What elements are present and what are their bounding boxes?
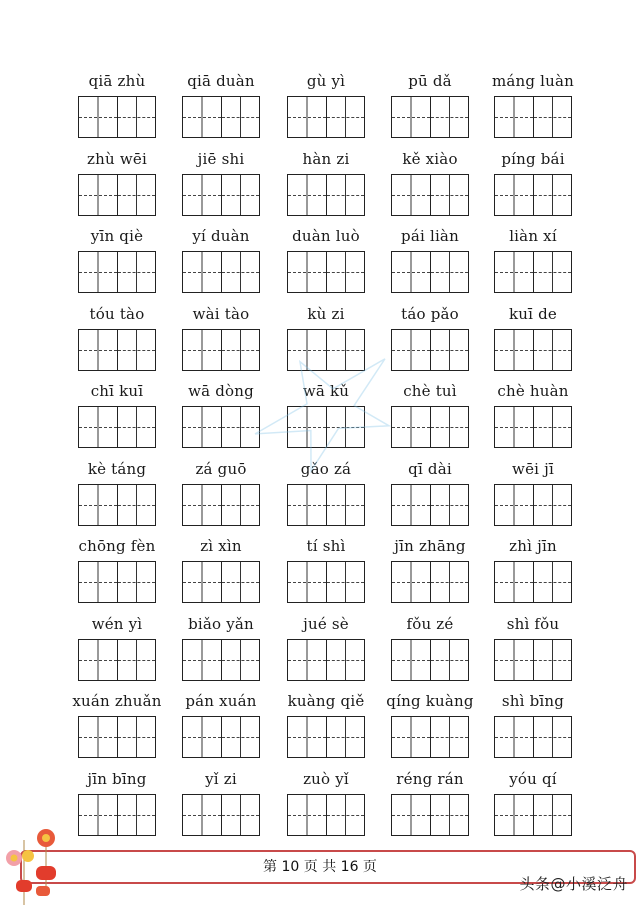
writing-box[interactable] (326, 717, 365, 757)
pinyin-label: wài tào (192, 304, 250, 323)
writing-box-pair[interactable] (494, 561, 572, 603)
pinyin-label: réng rán (396, 769, 464, 788)
word-cell (72, 692, 162, 762)
writing-box-pair[interactable] (78, 329, 156, 371)
pinyin-label: xuán zhuǎn (72, 692, 162, 710)
writing-box[interactable] (326, 485, 365, 525)
writing-box[interactable] (117, 795, 156, 835)
pinyin-label: shì bīng (501, 692, 565, 710)
writing-box[interactable] (495, 97, 533, 137)
writing-box[interactable] (117, 407, 156, 447)
writing-box[interactable] (221, 562, 260, 602)
writing-box[interactable] (430, 330, 469, 370)
writing-box[interactable] (533, 252, 572, 292)
word-cell (181, 460, 261, 530)
word-cell (493, 227, 573, 297)
word-cell (390, 615, 470, 685)
writing-box-pair[interactable] (287, 96, 365, 138)
writing-box[interactable] (495, 562, 533, 602)
writing-box[interactable] (183, 717, 221, 757)
pinyin-label: chè tuì (403, 382, 457, 400)
writing-box[interactable] (117, 485, 156, 525)
writing-box[interactable] (288, 97, 326, 137)
writing-box-pair[interactable] (494, 329, 572, 371)
writing-box-pair[interactable] (182, 561, 260, 603)
writing-box[interactable] (288, 562, 326, 602)
writing-box[interactable] (79, 407, 117, 447)
writing-box[interactable] (221, 97, 260, 137)
writing-box[interactable] (117, 717, 156, 757)
writing-box[interactable] (495, 330, 533, 370)
writing-box[interactable] (183, 640, 221, 680)
writing-box[interactable] (495, 795, 533, 835)
pinyin-label: chè huàn (497, 382, 569, 400)
writing-box[interactable] (288, 717, 326, 757)
pinyin-label: duàn luò (292, 227, 360, 245)
pinyin-label: qiā duàn (187, 72, 255, 90)
writing-box[interactable] (183, 562, 221, 602)
writing-box-pair[interactable] (78, 794, 156, 836)
writing-box-pair[interactable] (494, 174, 572, 216)
writing-box-pair[interactable] (391, 716, 469, 758)
writing-box-pair[interactable] (78, 716, 156, 758)
pinyin-label: yí duàn (192, 227, 250, 245)
writing-box-pair[interactable] (78, 561, 156, 603)
brand-watermark: 头条@小溪泛舟 (519, 875, 628, 893)
writing-box[interactable] (79, 795, 117, 835)
word-cell (77, 770, 157, 840)
word-cell (390, 72, 470, 142)
writing-box-pair[interactable] (182, 794, 260, 836)
writing-box-pair[interactable] (182, 716, 260, 758)
writing-box[interactable] (326, 795, 365, 835)
writing-box[interactable] (392, 252, 430, 292)
writing-box[interactable] (221, 640, 260, 680)
writing-box[interactable] (117, 97, 156, 137)
writing-box-pair[interactable] (78, 406, 156, 448)
pinyin-label: liàn xí (509, 227, 557, 245)
word-cell (77, 460, 157, 530)
word-cell (493, 150, 573, 220)
pinyin-label: zuò yǐ (303, 769, 349, 788)
writing-box-pair[interactable] (391, 96, 469, 138)
word-cell (493, 537, 573, 607)
writing-box[interactable] (79, 330, 117, 370)
writing-box[interactable] (326, 562, 365, 602)
writing-box[interactable] (533, 407, 572, 447)
writing-box[interactable] (288, 252, 326, 292)
word-cell (493, 305, 573, 375)
pinyin-label: tí shì (306, 537, 346, 555)
writing-box[interactable] (392, 562, 430, 602)
writing-box[interactable] (288, 795, 326, 835)
writing-box-pair[interactable] (182, 329, 260, 371)
writing-box[interactable] (392, 640, 430, 680)
writing-box-pair[interactable] (494, 251, 572, 293)
pinyin-label: zhì jīn (509, 537, 557, 555)
writing-box[interactable] (495, 252, 533, 292)
writing-box[interactable] (533, 795, 572, 835)
writing-box-pair[interactable] (494, 639, 572, 681)
writing-box[interactable] (495, 640, 533, 680)
pinyin-label: yīn qiè (90, 227, 144, 245)
writing-box[interactable] (533, 640, 572, 680)
pinyin-label: kuī de (509, 304, 557, 323)
writing-box-pair[interactable] (287, 561, 365, 603)
word-cell (77, 305, 157, 375)
writing-box-pair[interactable] (78, 484, 156, 526)
word-cell (181, 72, 261, 142)
word-cell (286, 615, 366, 685)
pinyin-label: yóu qí (509, 769, 557, 788)
writing-box-pair[interactable] (494, 406, 572, 448)
writing-box-pair[interactable] (391, 639, 469, 681)
pinyin-label: qiā zhù (88, 72, 146, 90)
writing-box[interactable] (79, 175, 117, 215)
pinyin-label: zhù wēi (87, 149, 147, 168)
writing-box[interactable] (183, 97, 221, 137)
pinyin-label: chōng fèn (78, 537, 156, 555)
writing-box[interactable] (79, 562, 117, 602)
word-cell (286, 537, 366, 607)
writing-box[interactable] (430, 407, 469, 447)
word-cell (493, 382, 573, 452)
pinyin-label: jiē shi (197, 149, 245, 168)
writing-box[interactable] (430, 175, 469, 215)
writing-box[interactable] (183, 252, 221, 292)
word-cell (77, 150, 157, 220)
word-cell (286, 72, 366, 142)
pinyin-label: táo pǎo (401, 304, 459, 323)
writing-box[interactable] (221, 330, 260, 370)
writing-box[interactable] (183, 485, 221, 525)
pinyin-label: fǒu zé (406, 614, 454, 633)
writing-box-pair[interactable] (391, 251, 469, 293)
writing-box[interactable] (79, 252, 117, 292)
writing-box[interactable] (430, 97, 469, 137)
writing-box[interactable] (79, 640, 117, 680)
word-cell (493, 615, 573, 685)
writing-box[interactable] (495, 407, 533, 447)
word-cell (77, 382, 157, 452)
pinyin-label: jīn bīng (87, 769, 147, 788)
writing-box[interactable] (221, 175, 260, 215)
writing-box-pair[interactable] (182, 251, 260, 293)
pinyin-label: pū dǎ (408, 72, 452, 90)
writing-box[interactable] (288, 175, 326, 215)
writing-box[interactable] (221, 252, 260, 292)
writing-box[interactable] (183, 795, 221, 835)
word-cell (390, 227, 470, 297)
writing-box[interactable] (430, 717, 469, 757)
writing-box[interactable] (183, 407, 221, 447)
pinyin-label: yǐ zi (205, 769, 237, 788)
word-cell (493, 692, 573, 762)
pinyin-label: wén yì (91, 614, 143, 633)
pinyin-label: shì fǒu (506, 614, 560, 633)
pinyin-label: kuàng qiě (287, 692, 365, 710)
writing-box-pair[interactable] (494, 794, 572, 836)
writing-box[interactable] (288, 640, 326, 680)
pinyin-label: jīn zhāng (394, 537, 466, 555)
writing-box[interactable] (533, 330, 572, 370)
writing-box[interactable] (326, 175, 365, 215)
word-cell (286, 770, 366, 840)
writing-box-pair[interactable] (287, 484, 365, 526)
writing-box[interactable] (533, 97, 572, 137)
pinyin-label: píng bái (501, 149, 565, 168)
writing-box[interactable] (533, 562, 572, 602)
writing-box[interactable] (392, 717, 430, 757)
pinyin-label: zá guō (195, 459, 247, 478)
writing-box-pair[interactable] (287, 794, 365, 836)
writing-box[interactable] (533, 485, 572, 525)
word-cell (181, 537, 261, 607)
writing-box-pair[interactable] (391, 484, 469, 526)
writing-box-pair[interactable] (391, 329, 469, 371)
writing-box-pair[interactable] (78, 96, 156, 138)
writing-box[interactable] (430, 252, 469, 292)
writing-box-pair[interactable] (78, 639, 156, 681)
writing-box[interactable] (495, 485, 533, 525)
pinyin-label: hàn zi (302, 149, 350, 168)
pinyin-label: pán xuán (185, 692, 257, 710)
word-cell (286, 150, 366, 220)
pinyin-label: qī dài (408, 459, 452, 478)
word-cell (181, 227, 261, 297)
word-cell (286, 227, 366, 297)
writing-box[interactable] (326, 640, 365, 680)
word-cell (390, 305, 470, 375)
writing-box[interactable] (288, 485, 326, 525)
pinyin-label: tóu tào (89, 304, 145, 323)
writing-box[interactable] (392, 485, 430, 525)
word-cell (390, 537, 470, 607)
writing-box[interactable] (392, 97, 430, 137)
word-cell (181, 615, 261, 685)
pinyin-label: pái liàn (401, 227, 459, 245)
word-cell (77, 227, 157, 297)
page-number: 第 10 页 共 16 页 (263, 859, 377, 875)
writing-box[interactable] (221, 795, 260, 835)
pinyin-label: wā kǔ (302, 382, 350, 400)
word-cell (181, 692, 261, 762)
word-cell (493, 72, 573, 142)
writing-box[interactable] (221, 485, 260, 525)
writing-box[interactable] (430, 485, 469, 525)
writing-box-pair[interactable] (78, 174, 156, 216)
pinyin-label: gù yì (306, 72, 346, 90)
word-cell (390, 460, 470, 530)
word-cell (77, 615, 157, 685)
writing-box[interactable] (495, 175, 533, 215)
pinyin-label: kě xiào (402, 149, 458, 168)
writing-box-pair[interactable] (287, 639, 365, 681)
writing-box[interactable] (117, 562, 156, 602)
writing-box[interactable] (117, 640, 156, 680)
writing-box[interactable] (183, 175, 221, 215)
pinyin-label: kè táng (87, 459, 147, 478)
writing-box[interactable] (392, 175, 430, 215)
pinyin-label: kù zi (307, 304, 345, 323)
writing-box[interactable] (430, 795, 469, 835)
word-cell (386, 692, 474, 762)
writing-box[interactable] (533, 717, 572, 757)
writing-box-pair[interactable] (287, 716, 365, 758)
writing-box-pair[interactable] (78, 251, 156, 293)
writing-box[interactable] (392, 795, 430, 835)
writing-box-pair[interactable] (494, 484, 572, 526)
word-cell (77, 537, 157, 607)
word-cell (493, 460, 573, 530)
writing-box-pair[interactable] (287, 174, 365, 216)
writing-box-pair[interactable] (182, 639, 260, 681)
writing-box[interactable] (495, 717, 533, 757)
writing-box-pair[interactable] (182, 174, 260, 216)
pinyin-label: wēi jī (512, 459, 554, 478)
writing-box[interactable] (326, 97, 365, 137)
writing-box-pair[interactable] (391, 561, 469, 603)
writing-box[interactable] (326, 252, 365, 292)
pinyin-label: biǎo yǎn (188, 614, 254, 633)
word-cell (181, 150, 261, 220)
writing-box[interactable] (183, 330, 221, 370)
writing-box[interactable] (430, 562, 469, 602)
writing-box-pair[interactable] (287, 251, 365, 293)
pinyin-label: wā dòng (188, 382, 254, 400)
writing-box-pair[interactable] (391, 794, 469, 836)
writing-box[interactable] (79, 485, 117, 525)
writing-box-pair[interactable] (391, 174, 469, 216)
writing-box[interactable] (79, 97, 117, 137)
writing-box-pair[interactable] (494, 716, 572, 758)
word-cell (493, 770, 573, 840)
pinyin-label: qíng kuàng (386, 692, 474, 710)
writing-box-pair[interactable] (494, 96, 572, 138)
writing-box[interactable] (117, 252, 156, 292)
pinyin-label: gǎo zá (300, 459, 352, 478)
writing-box[interactable] (430, 640, 469, 680)
writing-box[interactable] (117, 330, 156, 370)
pinyin-label: zì xìn (200, 537, 242, 555)
writing-box[interactable] (117, 175, 156, 215)
writing-box[interactable] (79, 717, 117, 757)
word-cell (286, 692, 366, 762)
word-cell (181, 305, 261, 375)
word-cell (390, 770, 470, 840)
pinyin-label: chī kuī (90, 382, 144, 400)
word-cell (390, 150, 470, 220)
flower-lantern-icon (0, 820, 80, 905)
writing-box-pair[interactable] (182, 96, 260, 138)
word-cell (77, 72, 157, 142)
word-cell (181, 770, 261, 840)
writing-box[interactable] (221, 717, 260, 757)
writing-box-pair[interactable] (182, 484, 260, 526)
pinyin-label: máng luàn (491, 72, 575, 90)
pinyin-label: jué sè (303, 614, 349, 633)
writing-box[interactable] (533, 175, 572, 215)
